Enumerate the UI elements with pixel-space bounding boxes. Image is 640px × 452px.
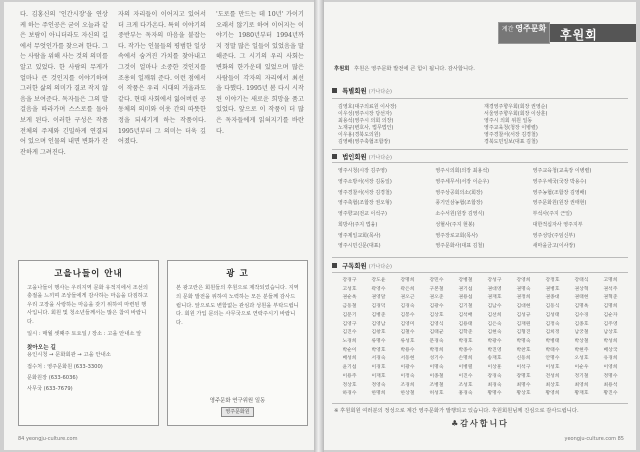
member-entry: 최용석 xyxy=(603,382,618,388)
member-entry: 권용섭 xyxy=(458,295,473,301)
member-entry: 강도윤 xyxy=(371,278,386,283)
corporate-members-list xyxy=(332,162,628,258)
member-entry: 이영희 xyxy=(603,365,618,371)
member-entry: 영주우체국(국장 박용수) xyxy=(532,178,587,185)
member-entry: 김현숙 xyxy=(487,330,502,336)
member-entry: 권병호 xyxy=(545,286,560,292)
member-entry: 남상호 xyxy=(603,330,618,336)
member-entry: 박순이 xyxy=(342,347,357,353)
badge-big: 영주문화 xyxy=(515,24,547,33)
member-entry: 영주성당(주임신부) xyxy=(532,232,576,239)
member-entry: 전성희 xyxy=(545,373,560,379)
member-entry: 강성구 xyxy=(487,278,502,283)
member-entry: 노재규(변호사, 법무법인) xyxy=(338,125,394,131)
member-entry: 정기철 xyxy=(574,373,589,379)
member-entry: 문경숙 xyxy=(429,338,444,344)
header-note-text: 후원은 영주문화 발전에 큰 힘이 됩니다. 감사합니다. xyxy=(354,66,475,72)
corporate-members-title: 법인회원 xyxy=(342,154,367,161)
member-entry: 영주문화원(원장 권태현) xyxy=(532,200,587,207)
member-entry: 곽영수 xyxy=(371,286,386,292)
route-text: 용인시청 → 문화회관 → 고을 안내소 xyxy=(27,352,111,359)
member-entry: 노경희 xyxy=(342,338,357,344)
notice-box xyxy=(18,260,159,426)
member-entry: 황상호 xyxy=(516,391,531,397)
culture-center-logo: 영주문화원 xyxy=(221,407,253,417)
notice-body: 고을나들이 행사는 우리지역 문화 유적지에서 조선의 충절을 느끼며 조상들에게 감사하는 마음을 다짐하고 우리 고장을 사랑하는 마음을 갖기 위하여 마련된 행사입니다. 회원 및 청소년들께서는 많은 참여 바랍니다. xyxy=(27,285,148,325)
member-entry: 강민수 xyxy=(429,278,444,283)
regular-members-title: 구독회원 xyxy=(342,263,367,270)
header-note-label: 후원회 xyxy=(334,66,350,72)
member-entry: 김은숙 xyxy=(487,321,502,327)
member-entry: 김용태 xyxy=(458,321,473,327)
member-entry: 성기수 xyxy=(429,356,444,362)
member-entry: 영주제일교회(목사) xyxy=(338,232,381,239)
member-entry: 최명수 xyxy=(516,382,531,388)
member-entry: 영주향교(전교 이석구) xyxy=(338,211,387,217)
header-note xyxy=(334,64,475,72)
member-entry: 김기철 xyxy=(458,304,473,310)
member-entry: 권대영 xyxy=(487,286,502,292)
regular-members-subtitle: (가나다순) xyxy=(368,264,392,270)
member-entry: 김영호(대구의료원 이사장) xyxy=(338,104,397,110)
magazine-badge xyxy=(498,22,550,44)
member-entry: 최경숙 xyxy=(487,382,502,388)
member-entry: 권상혁 xyxy=(574,286,589,292)
member-entry: 박성희 xyxy=(603,338,618,344)
member-entry: 영주경찰서(서장 김경철) xyxy=(484,132,538,138)
member-entry: 최영희 xyxy=(574,382,589,388)
article-column-3: '도로를 만드는 데 10년' 가이기 오래서 않기로 하여 이어지는 이야기는 1980년부터 1994년까지 정말 많은 일들이 있었음을 말해준다. 그 시기의 우리 사회는 변화의 한가운데 있었으며 많은 사람들이 각자의 자리에서 최선을 다했다. 1995년 봄 다시 시작된 이야기는 새로운 희망을 품고 있었다. 앞으로 이 작품이 더 많은 독자들에게 읽혀지기를 바란다. xyxy=(216,11,304,135)
member-entry: 한상철 xyxy=(400,391,415,397)
member-entry: 김영구 xyxy=(342,321,357,327)
member-entry: 영주소방서(서장 김동일) xyxy=(338,178,392,185)
member-entry: 한명희 xyxy=(371,391,386,397)
member-entry: 이정숙 xyxy=(400,373,415,379)
section-header xyxy=(324,18,636,72)
member-entry: 유경희 xyxy=(603,356,618,362)
member-entry: 김대현 xyxy=(516,304,531,310)
member-entry: 금동철 xyxy=(342,304,357,310)
member-entry: 권순옥 xyxy=(342,295,357,301)
thanks-message: ♣감사합니다 xyxy=(451,419,509,428)
ad-footer xyxy=(168,397,307,417)
member-entry: 박경호 xyxy=(458,338,473,344)
info-boxes xyxy=(18,260,308,426)
member-entry: 강정호 xyxy=(545,278,560,283)
member-entry: 김태균 xyxy=(429,330,444,336)
left-page xyxy=(4,2,314,450)
member-entry: 강경구 xyxy=(342,278,357,283)
member-entry: 이상훈 xyxy=(487,365,502,371)
member-entry: 오성호 xyxy=(574,356,589,362)
member-entry: 재경영주향우회(회장 권영순) xyxy=(484,104,548,110)
member-entry: 류명수 xyxy=(371,338,386,344)
member-entry: 권기섭 xyxy=(458,286,473,292)
ad-title: 광 고 xyxy=(226,269,249,279)
member-entry: 김영미 xyxy=(400,321,415,327)
member-entry: 김성규 xyxy=(516,312,531,318)
member-entry: 이경호 xyxy=(371,365,386,371)
member-entry: 박현주 xyxy=(574,347,589,353)
member-entry: 희방사(주지 법융) xyxy=(338,221,378,228)
member-entry: 영주세무서(서장 이순우) xyxy=(435,178,490,185)
member-entry: 서울영주향우회(회장 이상훈) xyxy=(484,111,548,117)
member-entry: 하경수 xyxy=(342,391,357,397)
member-entry: 강영희 xyxy=(516,278,531,283)
member-entry: 최용석(영주시 의회 의장) xyxy=(338,118,394,124)
member-entry: 박명숙 xyxy=(516,338,531,344)
member-entry: 영주시의회(의장 최용석) xyxy=(435,168,490,174)
member-entry: 조병철 xyxy=(429,382,444,388)
member-entry: 장명호 xyxy=(516,373,531,379)
corporate-members-subtitle: (가나다순) xyxy=(368,155,392,161)
member-entry: 영주시 의회 위원 일동 xyxy=(484,118,533,124)
member-entry: 김재원 xyxy=(516,321,531,327)
member-entry: 정명수 xyxy=(603,373,618,379)
article-column-1: 다. 김홍신의 '인간시장'을 연상케 하는 주인공은 굳이 오늘과 같은 보람이 아니더라도 자신의 길에서 무엇인가를 찾으려 한다. 그는 사람을 위해 사는 것의 의미를 알고 있었다. 한 사람의 무게가 얼마나 큰 것인지를 이야기하며 그러한 삶의 의미가 결코 작지 않음을 보여준다. 독자들은 그의 발걸음을 따라가며 스스로를 돌아보게 된다. 이러한 구성은 작품 전체의 주제와 긴밀하게 연결되어 있으며 인물의 내면 변화가 잔잔하게 그려진다. xyxy=(20,11,108,156)
member-entry: 영주시민신문(대표) xyxy=(338,243,381,250)
member-entry: 고성호 xyxy=(342,286,357,292)
member-entry: 박광수 xyxy=(487,338,502,344)
member-entry: 허성호 xyxy=(429,391,444,397)
member-entry: 정영숙 xyxy=(371,382,386,388)
member-entry: 강명희 xyxy=(400,278,415,283)
member-entry: 권오준 xyxy=(429,295,444,301)
bottom-note: ※ 후원회원 여러분의 정성으로 계간 영주문화가 발행되고 있습니다. 후원회원님께 진심으로 감사드립니다. xyxy=(334,408,579,414)
member-entry: 박상철 xyxy=(574,338,589,344)
member-entry: 김동식 xyxy=(545,304,560,310)
member-entry: 김철수 xyxy=(400,330,415,336)
member-entry: 김명희 xyxy=(603,304,618,310)
member-entry: 권영달 xyxy=(371,295,386,301)
member-entry: 김남수 xyxy=(487,304,502,310)
member-entry: 김종호 xyxy=(574,321,589,327)
member-entry: 김순자 xyxy=(603,312,618,318)
member-entry: 박정희 xyxy=(429,347,444,353)
member-entry: 이우성(영주시장 당선자) xyxy=(338,111,392,117)
member-entry: 김창호 xyxy=(371,330,386,336)
right-page xyxy=(324,2,636,450)
member-entry: 부석사(주지 근일) xyxy=(532,211,572,217)
member-entry: 김학준 xyxy=(458,330,473,336)
book-gutter xyxy=(314,0,324,452)
member-entry: 성혈사(주지 현봉) xyxy=(435,221,475,228)
member-entry: 정상호 xyxy=(342,382,357,388)
member-entry: 송재호 xyxy=(487,356,502,362)
member-entry: 김병준 xyxy=(371,312,386,318)
member-entry: 김희정 xyxy=(545,330,560,336)
member-entry: 이성호 xyxy=(545,365,560,371)
member-entry: 권태현 xyxy=(574,295,589,301)
member-entry: 이재호 xyxy=(371,373,386,379)
member-entry: 이광수 xyxy=(400,365,415,371)
member-entry: 이우용(경북도의원) xyxy=(338,132,381,138)
member-entry: 신동희 xyxy=(516,356,531,362)
member-entry: 김봉수 xyxy=(400,312,415,318)
member-entry: 황영희 xyxy=(545,391,560,397)
member-entry: 대한적십자사 영주지부 xyxy=(532,221,583,228)
member-entry: 곽은희 xyxy=(400,286,415,292)
member-entry: 최상호 xyxy=(545,382,560,388)
member-entry: 권혁준 xyxy=(603,295,618,301)
member-entry: 이용주 xyxy=(342,373,357,379)
regular-members-heading xyxy=(332,261,392,271)
member-entry: 류성호 xyxy=(400,338,415,344)
member-entry: 박병태 xyxy=(545,338,560,344)
member-entry: 고명희 xyxy=(603,278,618,283)
special-members-title: 특별회원 xyxy=(342,88,367,95)
regular-members-list xyxy=(332,272,628,404)
member-entry: 윤기섭 xyxy=(342,365,357,371)
notice-title: 고을나들이 안내 xyxy=(54,269,123,279)
member-entry: 김광수 xyxy=(429,304,444,310)
member-entry: 박종수 xyxy=(458,347,473,353)
member-entry: 영주교육청(교육장 이병렬) xyxy=(532,168,592,174)
member-entry: 김상호 xyxy=(429,312,444,318)
member-entry: 영주장로교회(목사) xyxy=(435,232,478,239)
member-entry: 박찬호 xyxy=(516,347,531,353)
member-entry: 경북도민일보(대표 김철) xyxy=(484,139,538,145)
page-number-right: yeongju-culture.com 85 xyxy=(564,436,624,442)
article-column-2: 자의 자리들이 이어지고 있어서 더 크게 다가온다. 특히 이야기의 중반부는 독자의 마음을 붙잡는다. 작가는 인물들의 평범한 일상 속에서 숨겨진 가치를 찾아내고 그것이 얼마나 소중한 것인지를 조용히 일깨워 준다. 이런 점에서 이 작품은 우리 시대의 거울과도 같다. 현대 사회에서 잃어버린 공동체의 의미와 이웃 간의 따뜻한 정을 되새기게 하는 작품이다. 1995년부터 그 의미는 더욱 깊어졌다. xyxy=(118,11,206,146)
member-entry: 장경숙 xyxy=(487,373,502,379)
contact-1: 접수처 : 영주문화원 (633-3300) xyxy=(27,363,103,370)
member-entry: 황재호 xyxy=(574,391,589,397)
contact-3: 사무국 (633-7679) xyxy=(27,385,73,392)
member-entry: 영주축협(조합장 권오형) xyxy=(338,200,392,207)
route-title: 찾아오는 길 xyxy=(27,345,56,352)
member-entry: 구본철 xyxy=(429,286,444,292)
member-entry: 배성희 xyxy=(342,356,357,362)
ad-body: 본 광고란은 회원들의 후원으로 제작되었습니다. 지역의 문화 발전을 위하여 노력하는 모든 분들께 감사드립니다. 앞으로도 변함없는 관심과 성원을 부탁드립니다. 회원 가입 문의는 사무국으로 연락주시기 바랍니다. xyxy=(176,285,299,327)
member-entry: 조경희 xyxy=(400,382,415,388)
member-entry: 김문기 xyxy=(342,312,357,318)
member-entry: 황진수 xyxy=(603,391,618,397)
member-entry: 김형진 xyxy=(516,330,531,336)
badge-small: 계간 xyxy=(501,26,514,33)
member-entry: 박영호 xyxy=(371,347,386,353)
member-entry: 김성태 xyxy=(545,312,560,318)
page-title: 후원회 xyxy=(560,28,598,42)
member-entry: 김선희 xyxy=(487,312,502,318)
member-entry: 이진수 xyxy=(458,373,473,379)
member-entry: 김영남 xyxy=(371,321,386,327)
member-entry: 김영식 xyxy=(429,321,444,327)
member-entry: 남궁철 xyxy=(574,330,589,336)
member-entry: 김영배(영주축협조합장) xyxy=(338,139,391,145)
special-members-heading xyxy=(332,86,392,96)
member-entry: 김명옥 xyxy=(574,304,589,310)
member-entry: 강태식 xyxy=(574,278,589,283)
member-entry: 영주경찰서(서장 김경철) xyxy=(338,189,392,196)
contact-2: 문화원장 (633-6036) xyxy=(27,374,78,381)
member-entry: 황명수 xyxy=(487,391,502,397)
corporate-members-heading xyxy=(332,152,392,162)
member-entry: 안명수 xyxy=(545,356,560,362)
member-entry: 권오근 xyxy=(400,295,415,301)
special-members-list xyxy=(332,98,628,150)
special-members-subtitle: (가나다순) xyxy=(368,89,392,95)
member-entry: 박진영 xyxy=(487,347,502,353)
member-entry: 권석주 xyxy=(603,286,618,292)
member-entry: 김석배 xyxy=(458,312,473,318)
member-entry: 손명희 xyxy=(458,356,473,362)
member-entry: 서동현 xyxy=(400,356,415,362)
member-entry: 홍경숙 xyxy=(458,391,473,397)
member-entry: 영주시청(시장 김주영) xyxy=(338,168,387,174)
ad-box xyxy=(167,260,308,426)
member-entry: 이석구 xyxy=(516,365,531,371)
member-entry: 풍기인삼농협(조합장) xyxy=(435,200,483,207)
member-entry: 김정숙 xyxy=(545,321,560,327)
member-entry: 김수경 xyxy=(574,312,589,318)
member-entry: 배상국 xyxy=(603,347,618,353)
member-entry: 새마을금고(이사장) xyxy=(532,243,576,250)
member-entry: 영주상공회의소(회장) xyxy=(435,189,483,196)
member-entry: 박용수 xyxy=(400,347,415,353)
member-entry: 권정희 xyxy=(516,295,531,301)
member-entry: 김경숙 xyxy=(400,304,415,310)
notice-schedule: 일시 : 매월 셋째주 토요일 / 장소 : 고을 안내소 앞 xyxy=(27,331,142,338)
article-columns xyxy=(20,10,304,260)
member-entry: 김진수 xyxy=(342,330,357,336)
member-entry: 조성호 xyxy=(458,382,473,388)
member-entry: 박태수 xyxy=(545,347,560,353)
member-entry: 소수서원(원장 김영식) xyxy=(435,211,485,217)
member-entry: 권재호 xyxy=(487,295,502,301)
member-entry: 김주영 xyxy=(603,321,618,327)
member-entry: 서경숙 xyxy=(371,356,386,362)
member-entry: 이순우 xyxy=(574,365,589,371)
member-entry: 영주농협(조합장 김영배) xyxy=(532,189,587,196)
member-entry: 권종대 xyxy=(545,295,560,301)
member-entry: 이병렬 xyxy=(458,365,473,371)
member-entry: 이종철 xyxy=(429,373,444,379)
member-entry: 권명숙 xyxy=(516,286,531,292)
ad-footer-text: 영주문화 연구위원 일동 xyxy=(209,398,266,404)
member-entry: 영주교육청(청장 이병렬) xyxy=(484,125,538,131)
member-entry: 영주문화사(대표 김철) xyxy=(435,243,485,250)
member-entry: 이명숙 xyxy=(429,365,444,371)
member-entry: 강병철 xyxy=(458,278,473,283)
page-number-left: 84 yeongju-culture.com xyxy=(18,436,78,442)
member-entry: 김경덕 xyxy=(371,304,386,310)
